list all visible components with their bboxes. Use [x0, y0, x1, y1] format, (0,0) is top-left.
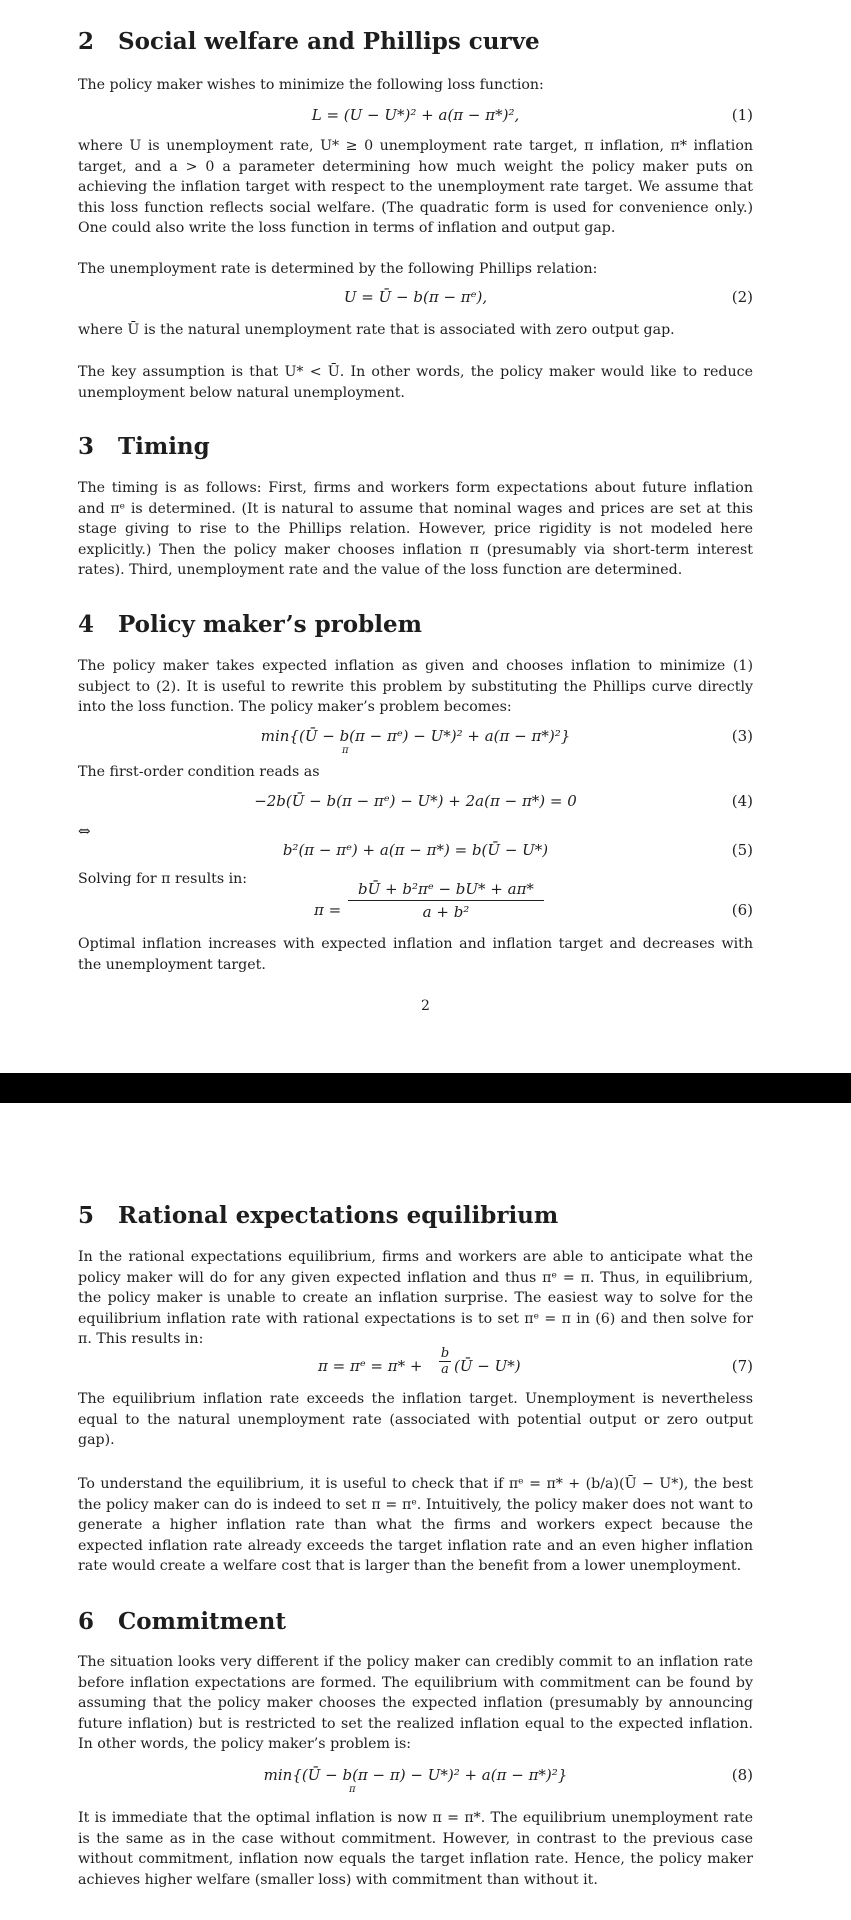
page-2 — [0, 1103, 851, 1920]
iff-symbol: ⇔ — [78, 822, 91, 840]
section-title: Timing — [118, 433, 210, 460]
s5-paragraph-1: In the rational expectations equilibrium, firms and workers are able to anticipate what the policy maker will do for any given expected inflation and thus πᵉ = π. Thus, in equilibrium, the policy maker is unable to create an inflation surprise. The easiest way to solve for the equilibrium inflation rate with rational expectations is to set πᵉ = π in (6) and then solve for π. This results in: — [78, 1249, 753, 1348]
s4-paragraph-3: Solving for π results in: — [78, 871, 248, 887]
section-title: Social welfare and Phillips curve — [118, 28, 540, 55]
section-6-heading — [78, 1608, 286, 1635]
section-number: 6 — [78, 1608, 95, 1635]
s5-paragraph-2: The equilibrium inflation rate exceeds the inflation target. Unemployment is nevertheless equal to the natural unemployment rate (associated with potential output or zero output gap). — [78, 1391, 753, 1449]
s4-paragraph-2: The first-order condition reads as — [78, 764, 320, 780]
equation-2-body: U = Ū − b(π − πᵉ), — [343, 288, 488, 306]
s6-paragraph-2: It is immediate that the optimal inflation is now π = π*. The equilibrium unemployment rate is the same as in the case without commitment. However, in contrast to the previous case without commitment, inflation now equals the target inflation rate. Hence, the policy maker achieves higher welfare (smaller loss) with commitment than without it. — [78, 1810, 753, 1888]
s5-paragraph-3: To understand the equilibrium, it is useful to check that if πᵉ = π* + (b/a)(Ū − U*), the best the policy maker can do is indeed to set π = πᵉ. Intuitively, the policy maker does not want to generate a higher inflation rate than what the firms and workers expect because the expected inflation rate already exceeds the target inflation rate and an even higher inflation rate would create a welfare cost that is larger than the benefit from a lower unemployment. — [78, 1476, 753, 1575]
s6-paragraph-1: The situation looks very different if the policy maker can credibly commit to an inflation rate before inflation expectations are formed. The equilibrium with commitment can be found by assuming that the policy maker chooses the expected inflation (presumably by announcing future inflation) but is restricted to set the realized inflation equal to the expected inflation. In other words, the policy maker’s problem is: — [78, 1654, 753, 1753]
section-title: Rational expectations equilibrium — [118, 1202, 559, 1229]
s2-paragraph-1: The policy maker wishes to minimize the following loss function: — [78, 77, 544, 93]
equation-1 — [78, 106, 753, 130]
equation-8 — [78, 1766, 753, 1800]
equation-1-tag: (1) — [731, 106, 753, 124]
equation-6-lhs: π = — [314, 901, 342, 919]
section-5-heading — [78, 1202, 558, 1229]
section-title: Policy maker’s problem — [118, 611, 422, 638]
equation-8-subscript: π — [349, 1784, 356, 1795]
equation-6-fraction — [348, 880, 544, 921]
section-number: 2 — [78, 28, 95, 55]
equation-3-tag: (3) — [731, 727, 753, 745]
section-title: Commitment — [118, 1608, 286, 1635]
s2-paragraph-4: where Ū is the natural unemployment rate that is associated with zero output gap. — [78, 322, 675, 338]
equation-3-body: min{(Ū − b(π − πᵉ) − U*)² + a(π − π*)²} — [260, 727, 571, 745]
s3-paragraph-1: The timing is as follows: First, firms and workers form expectations about future inflation and πᵉ is determined. (It is natural to assume that nominal wages and prices are set at this stage giving to rise to the Phillips relation. However, price rigidity is not modeled here explicitly.) Then the policy maker chooses inflation π (presumably via short-term interest rates). Third, unemployment rate and the value of the loss function are determined. — [78, 480, 753, 579]
s4-paragraph-1: The policy maker takes expected inflation as given and chooses inflation to minimize (1) subject to (2). It is useful to rewrite this problem by substituting the Phillips curve directly into the loss function. The policy maker’s problem becomes: — [78, 658, 753, 716]
equation-6 — [78, 880, 753, 930]
equation-2-tag: (2) — [731, 288, 753, 306]
equation-8-body: min{(Ū − b(π − π) − U*)² + a(π − π*)²} — [263, 1766, 568, 1784]
equation-4-tag: (4) — [731, 792, 753, 810]
equation-6-numerator: bŪ + b²πᵉ − bU* + aπ* — [348, 880, 544, 901]
equation-7-rhs: (Ū − U*) — [454, 1357, 521, 1375]
s2-paragraph-3: The unemployment rate is determined by the following Phillips relation: — [78, 261, 598, 277]
equation-6-tag: (6) — [731, 901, 753, 919]
page-separator — [0, 1073, 851, 1103]
equation-6-denominator: a + b² — [422, 903, 470, 921]
section-4-heading — [78, 611, 422, 638]
section-2-heading — [78, 28, 540, 55]
equation-5-tag: (5) — [731, 841, 753, 859]
equation-5-body: b²(π − πᵉ) + a(π − π*) = b(Ū − U*) — [282, 841, 549, 859]
section-3-heading — [78, 433, 210, 460]
s4-paragraph-4: Optimal inflation increases with expected inflation and inflation target and decreases with the unemployment target. — [78, 936, 753, 973]
equation-7-fraction — [439, 1346, 451, 1377]
equation-4 — [78, 792, 753, 816]
equation-7 — [78, 1346, 753, 1382]
page-number: 2 — [421, 998, 430, 1014]
section-number: 3 — [78, 433, 95, 460]
equation-2 — [78, 288, 753, 312]
equation-3 — [78, 727, 753, 761]
equation-1-body: L = (U − U*)² + a(π − π*)², — [311, 106, 520, 124]
equation-7-tag: (7) — [731, 1357, 753, 1375]
equation-8-tag: (8) — [731, 1766, 753, 1784]
equation-3-subscript: π — [342, 745, 349, 756]
section-number: 5 — [78, 1202, 95, 1229]
section-number: 4 — [78, 611, 95, 638]
equation-7-lhs: π = πᵉ = π* + — [318, 1357, 423, 1375]
equation-5 — [78, 841, 753, 865]
s2-paragraph-5: The key assumption is that U* < Ū. In other words, the policy maker would like to reduce unemployment below natural unemployment. — [78, 364, 753, 401]
s2-paragraph-2: where U is unemployment rate, U* ≥ 0 unemployment rate target, π inflation, π* inflation target, and a > 0 a parameter determining how much weight the policy maker puts on achieving the inflation target with respect to the unemployment rate target. We assume that this loss function reflects social welfare. (The quadratic form is used for convenience only.) One could also write the loss function in terms of inflation and output gap. — [78, 138, 753, 237]
equation-7-fraction-denominator: a — [441, 1362, 449, 1377]
equation-4-body: −2b(Ū − b(π − πᵉ) − U*) + 2a(π − π*) = 0 — [254, 792, 577, 810]
equation-7-fraction-numerator: b — [440, 1346, 450, 1361]
